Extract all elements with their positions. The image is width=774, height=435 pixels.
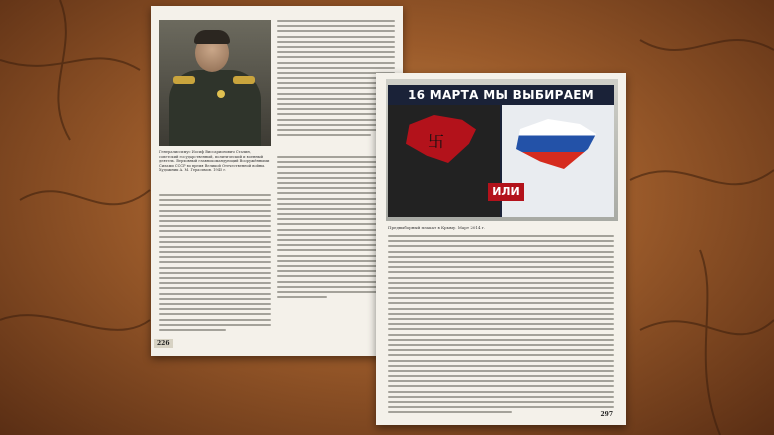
referendum-billboard-photo: [386, 79, 618, 221]
right-page-body-text: [388, 235, 614, 417]
right-page-number: 297: [600, 411, 613, 418]
right-book-page: [376, 73, 626, 425]
stalin-portrait: [159, 20, 271, 146]
left-page-number: 226: [154, 339, 173, 348]
swastika-symbol: 卐: [428, 132, 445, 151]
portrait-caption: Генералиссимус Иосиф Виссарионович Сталин, советский государственный, политический и военный деятель. Верховный главнокомандующий Вооружёнными Силами СССР во время Великой Отечественной войны. Художник А. М. Герасимов. 1945 г.: [159, 150, 270, 173]
left-book-page: [151, 6, 403, 356]
text-column-left: [159, 194, 271, 334]
billboard-headline: 16 МАРТА МЫ ВЫБИРАЕМ: [407, 88, 595, 102]
photo-caption: Предвыборный плакат в Крыму. Март 2014 г.: [388, 225, 486, 230]
text-column-right-lower: [277, 156, 377, 301]
billboard-or-label: ИЛИ: [488, 183, 524, 201]
